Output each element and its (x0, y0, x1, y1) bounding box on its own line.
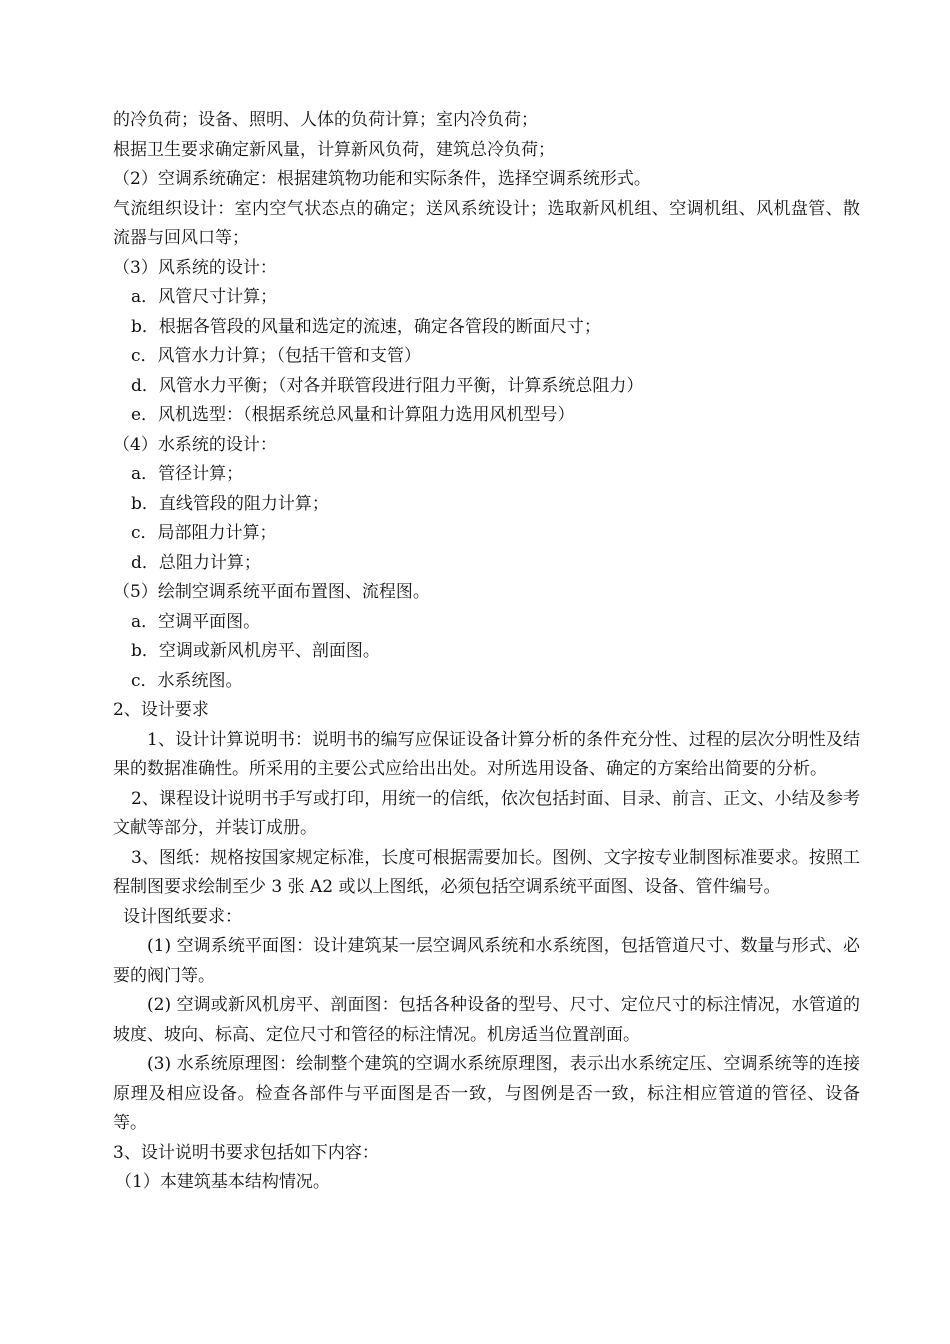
list-item: d．总阻力计算； (131, 552, 261, 573)
list-item: b．空调或新风机房平、剖面图。 (131, 641, 380, 661)
section-heading: 2、设计要求 (113, 700, 209, 720)
section-item: （5）绘制空调系统平面布置图、流程图。 (113, 582, 430, 602)
document-body (113, 106, 860, 1198)
list-item: c．水系统图。 (131, 670, 243, 691)
list-item: e．风机选型：（根据系统总风量和计算阻力选用风机型号） (131, 405, 575, 425)
list-item: c．局部阻力计算； (131, 523, 277, 543)
list-item: a．风管尺寸计算； (131, 287, 278, 307)
section-item: （4）水系统的设计： (113, 434, 277, 455)
text-paragraph: (3) 水系统原理图：绘制整个建筑的空调水系统原理图，表示出水系统定压、空调系统等的连接原理及相应设备。检查各部件与平面图是否一致，与图例是否一致，标注相应管道的管径、设备等。 (113, 1054, 860, 1133)
text-paragraph: 气流组织设计：室内空气状态点的确定；送风系统设计；选取新风机组、空调机组、风机盘管、散流器与回风口等； (113, 198, 860, 248)
section-item: （2）空调系统确定：根据建筑物功能和实际条件，选择空调系统形式。 (113, 169, 651, 189)
text-line: 的冷负荷；设备、照明、人体的负荷计算；室内冷负荷； (113, 110, 538, 130)
list-item: a．空调平面图。 (131, 611, 261, 632)
list-item: b．直线管段的阻力计算； (131, 493, 329, 514)
list-item: d．风管水力平衡；（对各并联管段进行阻力平衡，计算系统总阻力） (131, 375, 644, 396)
text-paragraph: 2、课程设计说明书手写或打印，用统一的信纸，依次包括封面、目录、前言、正文、小结及参考文献等部分，并装订成册。 (113, 788, 860, 838)
subheading: 设计图纸要求： (123, 906, 242, 927)
section-item: （1）本建筑基本结构情况。 (115, 1172, 330, 1192)
text-paragraph: (1) 空调系统平面图：设计建筑某一层空调风系统和水系统图，包括管道尺寸、数量与形式、必要的阀门等。 (113, 936, 860, 986)
text-paragraph: 3、图纸：规格按国家规定标准，长度可根据需要加长。图例、文字按专业制图标准要求。按照工程制图要求绘制至少 3 张 A2 或以上图纸，必须包括空调系统平面图、设备、管件编号。 (113, 847, 860, 897)
section-item: （3）风系统的设计： (113, 257, 277, 278)
list-item: c．风管水力计算；（包括干管和支管） (131, 346, 422, 366)
text-paragraph: 1、设计计算说明书：说明书的编写应保证设备计算分析的条件充分性、过程的层次分明性及结果的数据准确性。所采用的主要公式应给出出处。对所选用设备、确定的方案给出简要的分析。 (113, 729, 860, 779)
list-item: b．根据各管段的风量和选定的流速，确定各管段的断面尺寸； (131, 316, 601, 337)
text-line: 根据卫生要求确定新风量，计算新风负荷，建筑总冷负荷； (113, 139, 555, 160)
list-item: a．管径计算； (131, 464, 244, 484)
section-heading: 3、设计说明书要求包括如下内容： (113, 1142, 379, 1163)
text-paragraph: (2) 空调或新风机房平、剖面图：包括各种设备的型号、尺寸、定位尺寸的标注情况，水管道的坡度、坡向、标高、定位尺寸和管径的标注情况。机房适当位置剖面。 (113, 995, 860, 1045)
